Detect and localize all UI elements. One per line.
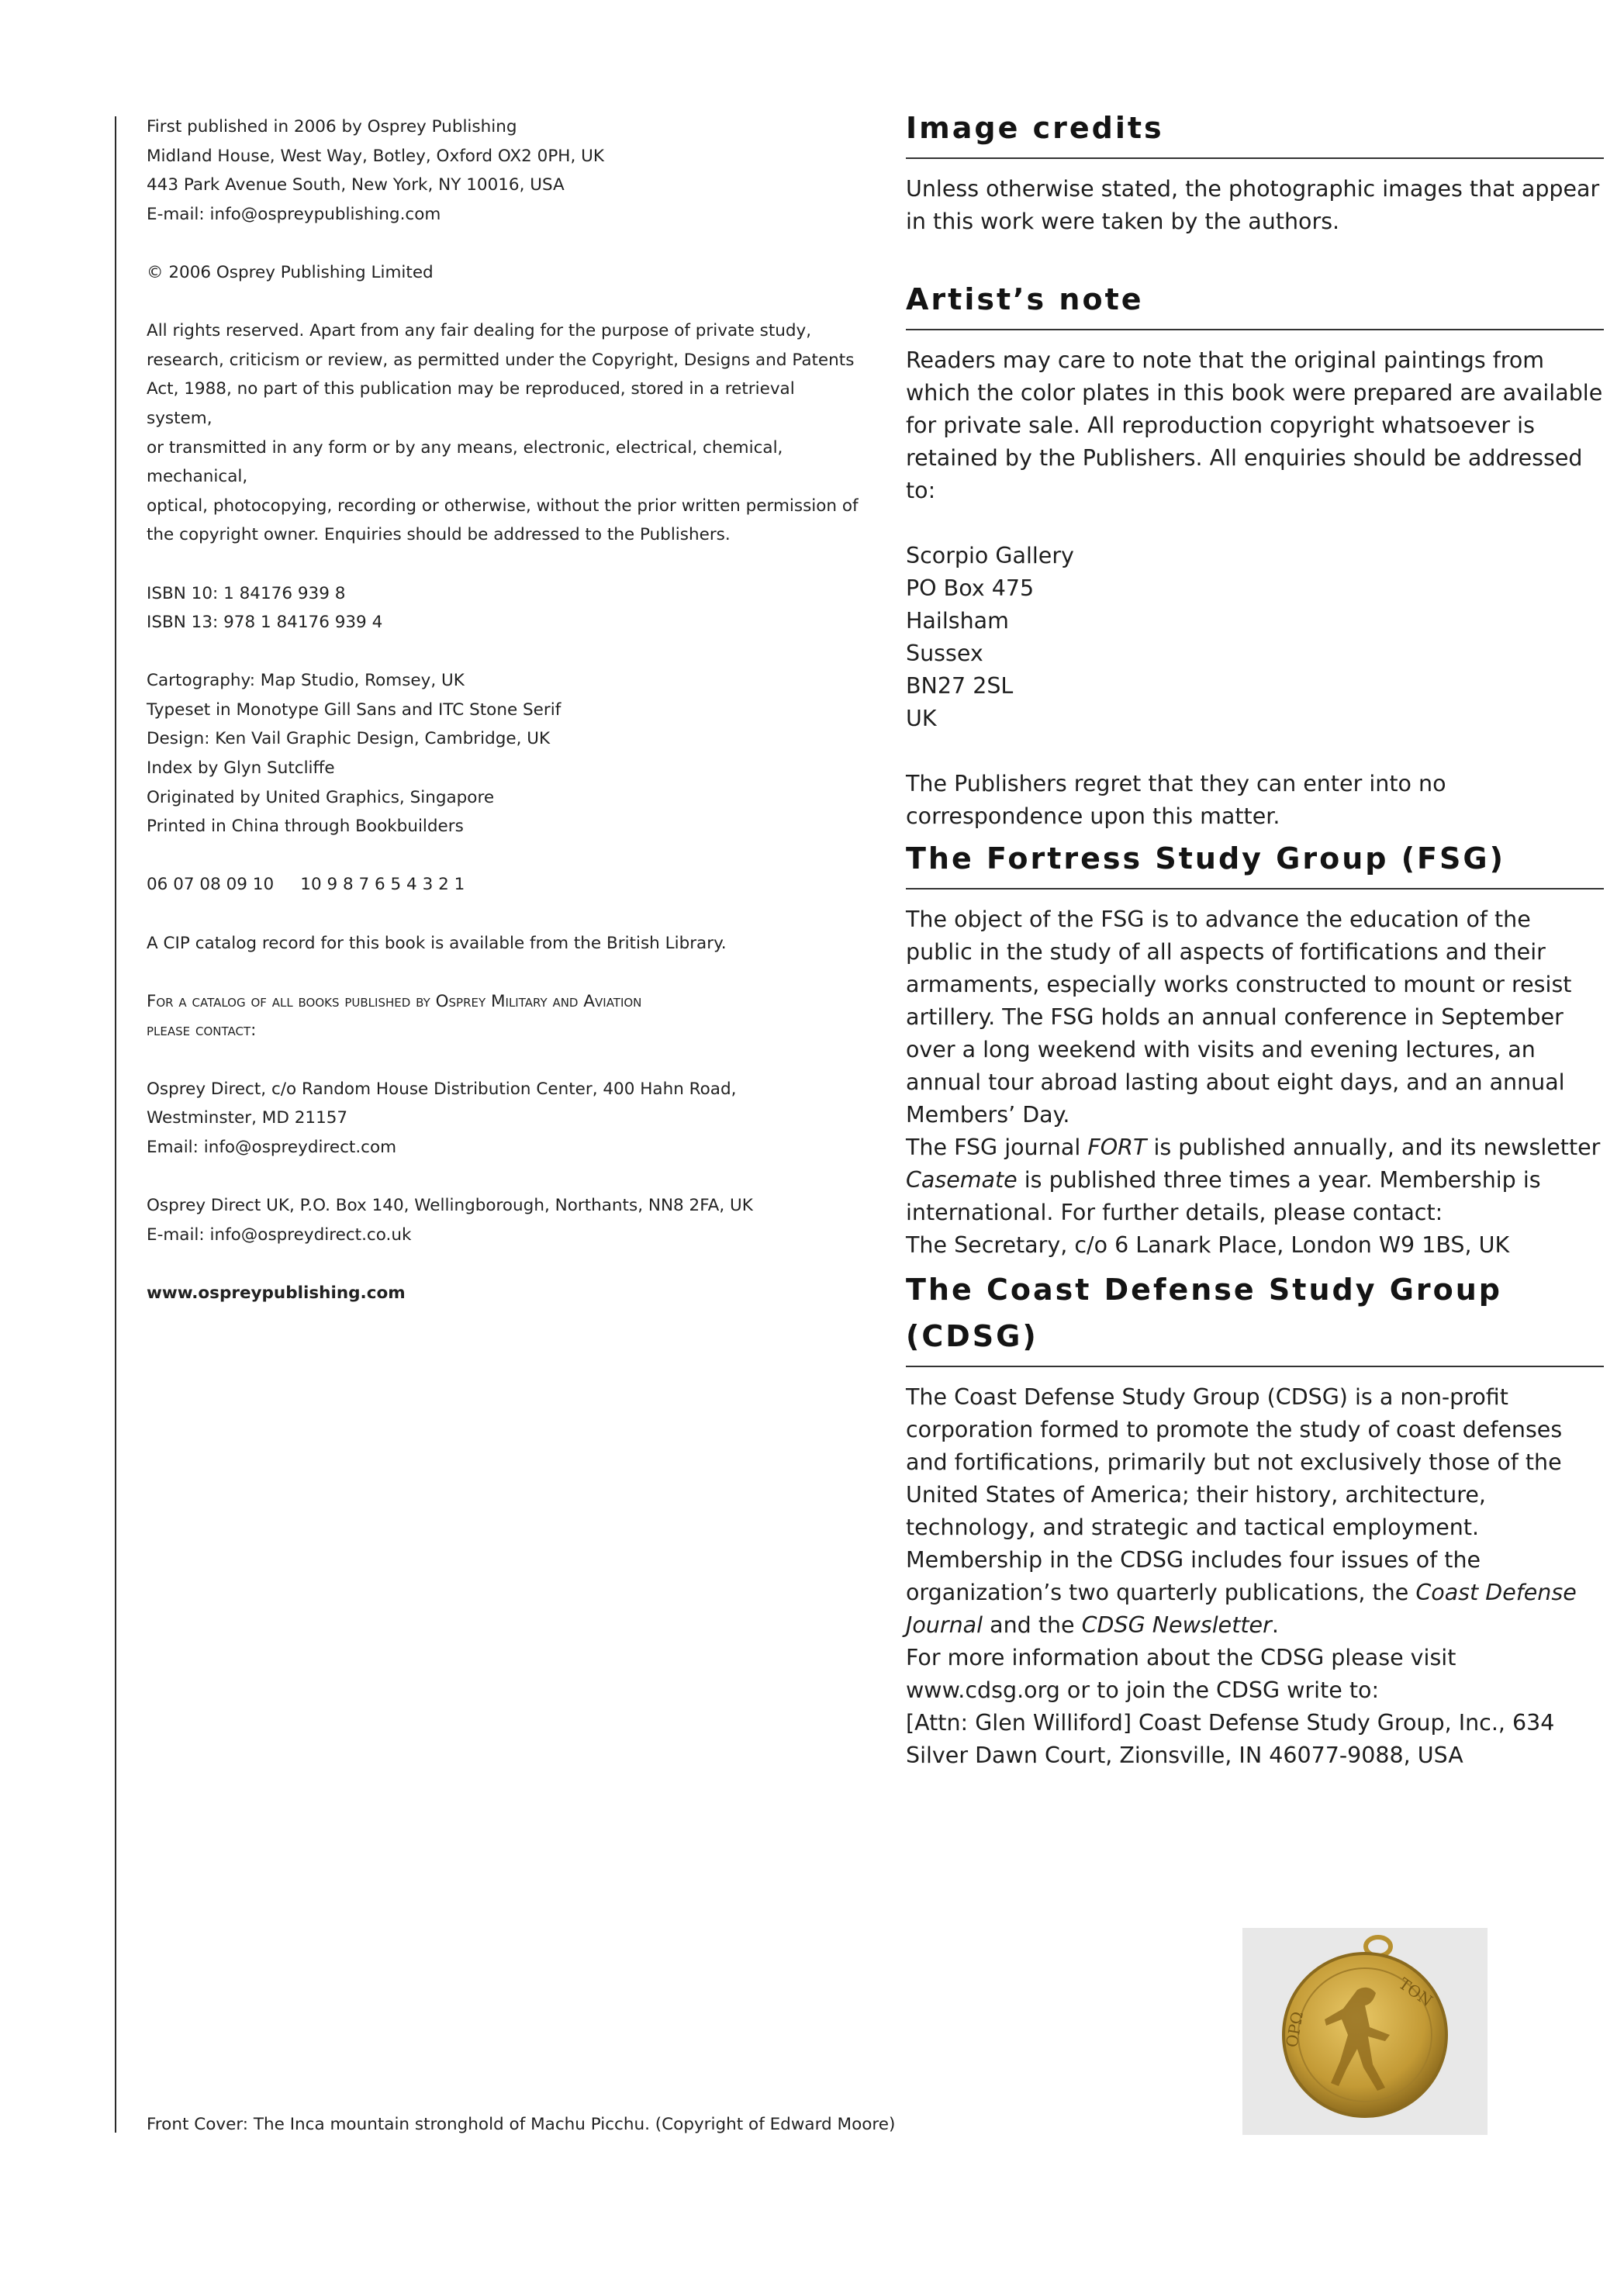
artists-note-section [906, 276, 1604, 833]
section-text: Readers may care to note that the original paintings from which the color plates in this book were prepared are available for private sale. All reproduction copyright whatsoever is retained by the Publishers. All enquiries should be addressed to: [906, 347, 1603, 503]
publisher-line: First published in 2006 by Osprey Publishing [147, 117, 517, 136]
credit-line: Originated by United Graphics, Singapore [147, 787, 495, 807]
section-heading: The Coast Defense Study Group (CDSG) [906, 1273, 1502, 1353]
cdsg-address: [Attn: Glen Williford] Coast Defense Study Group, Inc., 634 Silver Dawn Court, Zionsville, IN 46077-9088, USA [906, 1710, 1555, 1768]
copyright-line: © 2006 Osprey Publishing Limited [147, 262, 434, 282]
greek-coin-image [1242, 1928, 1488, 2135]
heading-rule [906, 888, 1604, 890]
newsletter-title: Casemate [906, 1167, 1018, 1193]
isbn-line: ISBN 10: 1 84176 939 8 [147, 583, 346, 603]
website-link[interactable]: www.ospreypublishing.com [147, 1283, 406, 1303]
publisher-line: E-mail: info@ospreypublishing.com [147, 204, 441, 224]
svg-text:ΟΡΩ: ΟΡΩ [1282, 2009, 1307, 2049]
address-line: Sussex [906, 641, 983, 666]
credit-line: Typeset in Monotype Gill Sans and ITC Stone Serif [147, 700, 561, 720]
catalog-line: please contact: [147, 1021, 257, 1041]
rights-line: All rights reserved. Apart from any fair dealing for the purpose of private study, [147, 321, 812, 341]
rights-line: the copyright owner. Enquiries should be addressed to the Publishers. [147, 525, 731, 545]
osprey-direct-us-line: Email: info@ospreydirect.com [147, 1137, 397, 1157]
cdsg-section [906, 1266, 1604, 1772]
rights-line: or transmitted in any form or by any means, electronic, electrical, chemical, mechanical, [147, 437, 783, 487]
print-line: 06 07 08 09 10 10 9 8 7 6 5 4 3 2 1 [147, 875, 465, 895]
cdsg-more-info: For more information about the CDSG please visit www.cdsg.org or to join the CDSG write to: [906, 1645, 1456, 1703]
section-heading: Image credits [906, 111, 1164, 145]
imprint-column [147, 112, 860, 1307]
publisher-line: Midland House, West Way, Botley, Oxford OX2 0PH, UK [147, 146, 604, 166]
svg-text:ΤΟΝ: ΤΟΝ [1395, 1974, 1436, 2011]
heading-rule [906, 1366, 1604, 1367]
isbn-line: ISBN 13: 978 1 84176 939 4 [147, 613, 383, 633]
heading-rule [906, 329, 1604, 330]
rights-line: research, criticism or review, as permitted under the Copyright, Designs and Patents [147, 350, 855, 370]
image-credits-section [906, 105, 1604, 238]
margin-rule [115, 116, 116, 2133]
address-line: Hailsham [906, 608, 1009, 634]
journal-title: Coast Defense Journal [906, 1580, 1577, 1638]
address-line: UK [906, 706, 937, 731]
heading-rule [906, 157, 1604, 159]
section-text: Unless otherwise stated, the photographic images that appear in this work were taken by the authors. [906, 176, 1600, 234]
osprey-direct-us-line: Osprey Direct, c/o Random House Distribution Center, 400 Hahn Road, [147, 1079, 737, 1099]
credit-line: Design: Ken Vail Graphic Design, Cambridge, UK [147, 729, 551, 749]
address-line: Scorpio Gallery [906, 543, 1074, 568]
front-cover-caption: Front Cover: The Inca mountain stronghold of Machu Picchu. (Copyright of Edward Moore) [147, 2115, 896, 2134]
journal-title: FORT [1087, 1135, 1147, 1160]
coin-icon [1242, 1928, 1488, 2135]
section-text: The object of the FSG is to advance the education of the public in the study of all aspects of fortifications and their armaments, especially works constructed to mount or resist artillery. The FSG holds an annual conference in September over a long weekend with visits and evening lectures, an annual tour abroad lasting about eight days, and an annual Members’ Day. [906, 907, 1572, 1128]
credit-line: Cartography: Map Studio, Romsey, UK [147, 671, 465, 691]
section-text: The Coast Defense Study Group (CDSG) is a non-profit corporation formed to promote the study of coast defenses and fortifications, primarily but not exclusively those of the United States of America; their history, architecture, technology, and strategic and tactical employment. Membership in the CDSG includes four issues of the organization’s two quarterly publications, the Coast Defense Journal and the CDSG Newsletter. [906, 1384, 1577, 1638]
credit-line: Index by Glyn Sutcliffe [147, 758, 335, 779]
cip-line: A CIP catalog record for this book is available from the British Library. [147, 933, 727, 953]
fsg-journal-text: The FSG journal FORT is published annually, and its newsletter Casemate is published three times a year. Membership is international. For further details, please contact: [906, 1135, 1601, 1225]
credit-line: Printed in China through Bookbuilders [147, 817, 464, 837]
catalog-line: For a catalog of all books published by Osprey Military and Aviation [147, 991, 642, 1011]
section-heading: Artist’s note [906, 282, 1144, 316]
osprey-direct-uk-line: E-mail: info@ospreydirect.co.uk [147, 1225, 412, 1245]
section-heading: The Fortress Study Group (FSG) [906, 841, 1505, 876]
address-line: BN27 2SL [906, 673, 1014, 699]
address-line: PO Box 475 [906, 575, 1035, 601]
osprey-direct-us-line: Westminster, MD 21157 [147, 1108, 348, 1128]
rights-line: optical, photocopying, recording or otherwise, without the prior written permission of [147, 496, 859, 516]
fsg-contact: The Secretary, c/o 6 Lanark Place, London W9 1BS, UK [906, 1232, 1510, 1258]
osprey-direct-uk-line: Osprey Direct UK, P.O. Box 140, Wellingborough, Northants, NN8 2FA, UK [147, 1195, 753, 1215]
publisher-line: 443 Park Avenue South, New York, NY 10016, USA [147, 175, 565, 195]
fsg-section [906, 835, 1604, 1262]
newsletter-title: CDSG Newsletter [1081, 1612, 1272, 1638]
rights-line: Act, 1988, no part of this publication may be reproduced, stored in a retrieval system, [147, 379, 795, 428]
regret-text: The Publishers regret that they can enter into no correspondence upon this matter. [906, 771, 1446, 829]
